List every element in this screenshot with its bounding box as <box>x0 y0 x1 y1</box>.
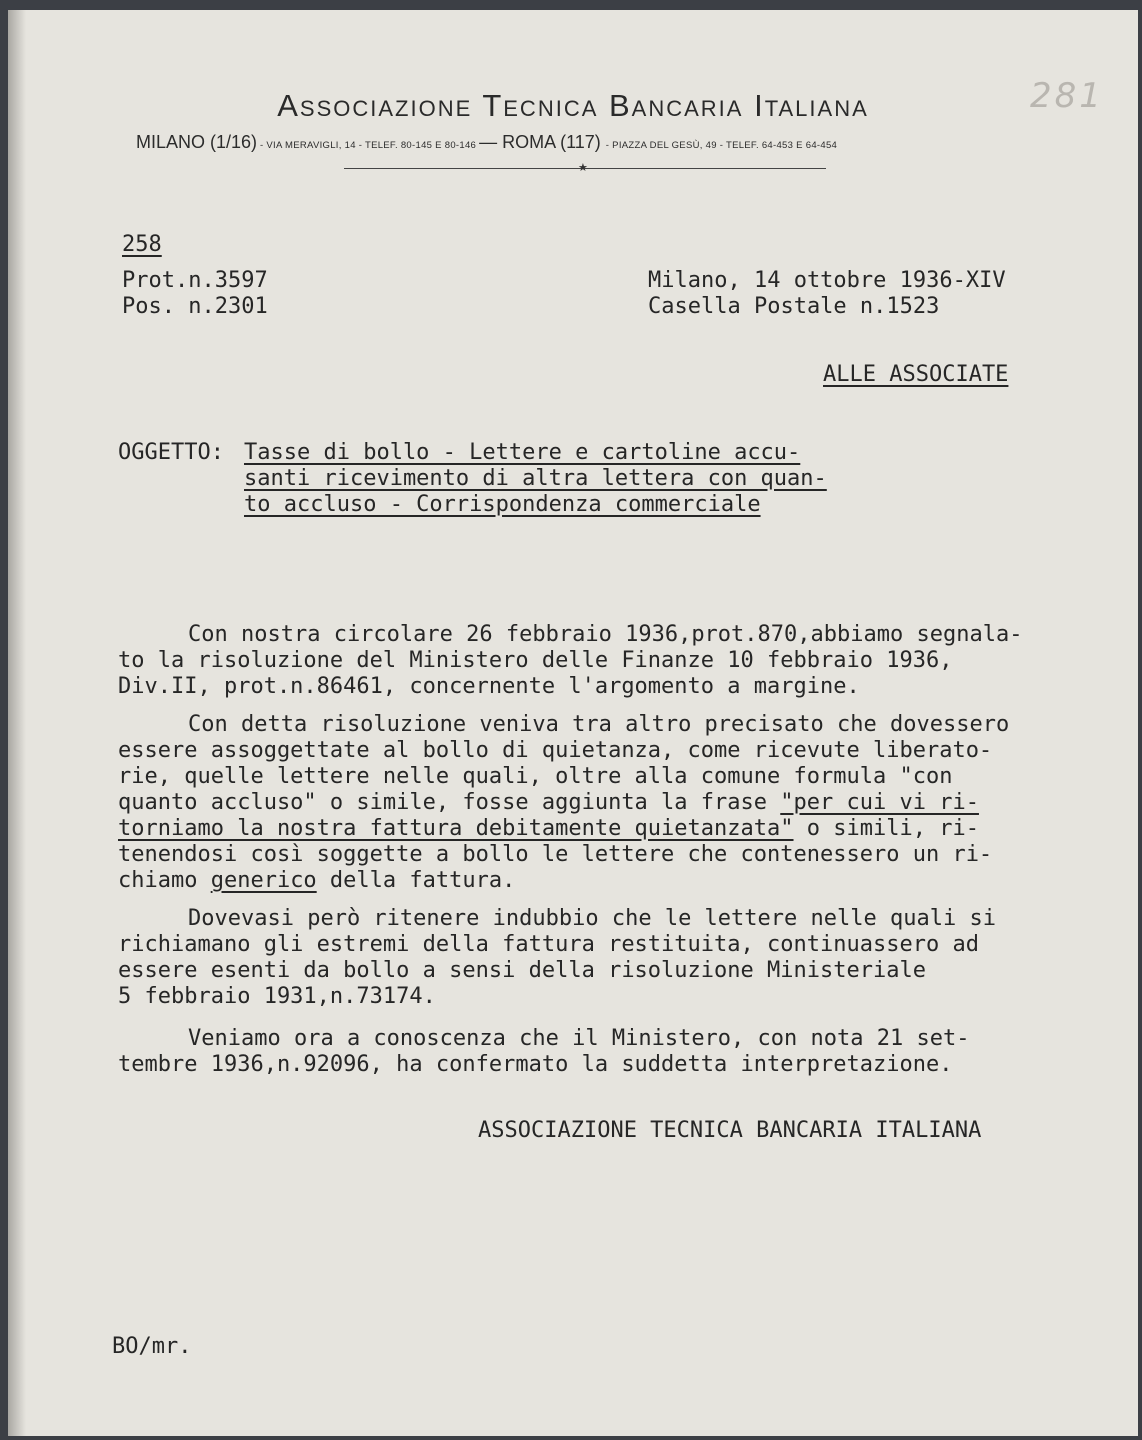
roma-address: - PIAZZA DEL GESÙ, 49 - TELEF. 64-453 E 64-454 <box>605 140 838 151</box>
address-separator: — <box>479 132 498 152</box>
underlined-word: generico <box>210 868 317 893</box>
body-text: della fattura. <box>316 868 516 893</box>
star-icon: ★ <box>578 161 588 174</box>
body-line: Con nostra circolare 26 febbraio 1936,prot.870,abbiamo segnala- <box>188 622 1023 647</box>
underlined-phrase: torniamo la nostra fattura debitamente quietanzata" <box>118 816 794 841</box>
body-line: tembre 1936,n.92096, ha confermato la suddetta interpretazione. <box>118 1052 953 1077</box>
body-line: Div.II, prot.n.86461, concernente l'argomento a margine. <box>118 674 860 699</box>
subject-line: Tasse di bollo - Lettere e cartoline accu- <box>244 440 801 465</box>
body-line: richiamano gli estremi della fattura restituita, continuassero ad <box>118 932 979 957</box>
body-line <box>118 790 979 815</box>
signature: ASSOCIAZIONE TECNICA BANCARIA ITALIANA <box>478 1118 982 1143</box>
typist-initials: BO/mr. <box>112 1334 192 1359</box>
body-text: chiamo <box>118 868 211 893</box>
protocol-number: Prot.n.3597 <box>122 268 268 293</box>
body-line: Con detta risoluzione veniva tra altro precisato che dovessero <box>188 712 1010 737</box>
recipient: ALLE ASSOCIATE <box>823 362 1009 387</box>
body-line: Veniamo ora a conoscenza che il Ministero, con nota 21 set- <box>188 1026 970 1051</box>
body-line: 5 febbraio 1931,n.73174. <box>118 984 436 1009</box>
po-box: Casella Postale n.1523 <box>648 294 940 319</box>
body-line: rie, quelle lettere nelle quali, oltre alla comune formula "con <box>118 764 953 789</box>
document-page <box>8 10 1138 1436</box>
body-line: tenendosi così soggette a bollo le lettere che contenessero un ri- <box>118 842 993 867</box>
letterhead-title: Associazione Tecnica Bancaria Italiana <box>277 88 869 123</box>
body-line: essere assoggettate al bollo di quietanza, come ricevute liberato- <box>118 738 993 763</box>
milano-address: - VIA MERAVIGLI, 14 - TELEF. 80-145 E 80-146 <box>257 140 480 151</box>
body-text: o simili, ri- <box>793 816 979 841</box>
milano-label: MILANO (1/16) <box>136 132 258 152</box>
subject-line: to accluso - Corrispondenza commerciale <box>244 492 761 517</box>
body-line <box>118 816 979 841</box>
underlined-phrase: "per cui vi ri- <box>780 790 979 815</box>
reference-number: 258 <box>122 232 162 257</box>
body-line: to la risoluzione del Ministero delle Finanze 10 febbraio 1936, <box>118 648 953 673</box>
position-number: Pos. n.2301 <box>122 294 268 319</box>
subject-line: santi ricevimento di altra lettera con quan- <box>244 466 827 491</box>
body-line: essere esenti da bollo a sensi della risoluzione Ministeriale <box>118 958 926 983</box>
roma-label: ROMA (117) <box>497 132 606 152</box>
handwritten-page-number: 281 <box>1030 76 1104 116</box>
letter-date: Milano, 14 ottobre 1936-XIV <box>648 268 1006 293</box>
body-text: quanto accluso" o simile, fosse aggiunta la frase <box>118 790 781 815</box>
letterhead-addresses <box>136 132 837 153</box>
body-line: Dovevasi però ritenere indubbio che le lettere nelle quali si <box>188 906 996 931</box>
subject-label: OGGETTO: <box>118 440 224 465</box>
body-line <box>118 868 515 893</box>
